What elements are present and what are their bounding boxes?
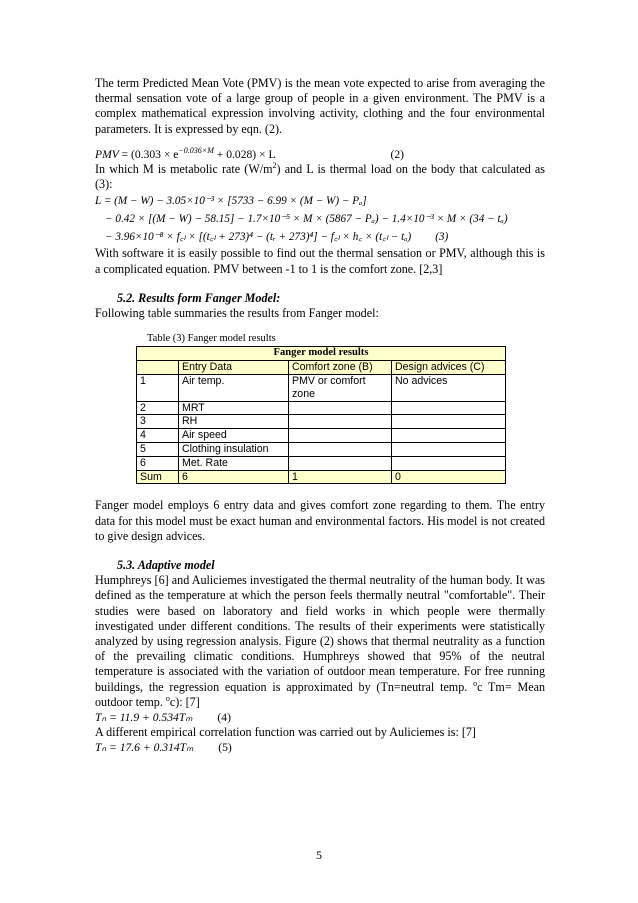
table-cell: RH bbox=[179, 415, 289, 429]
table-cell: Air speed bbox=[179, 429, 289, 443]
eq2-rhs-b: + 0.028) × L bbox=[213, 147, 276, 161]
fanger-results-table bbox=[136, 346, 506, 484]
table-cell: 1 bbox=[289, 470, 392, 484]
table-cell bbox=[392, 456, 506, 470]
where-text-a: In which M is metabolic rate (W/m bbox=[95, 162, 273, 177]
table-cell bbox=[289, 415, 392, 429]
table-cell: PMV or comfort zone bbox=[289, 375, 392, 402]
eq4-text: Tₙ = 11.9 + 0.534Tₘ bbox=[95, 711, 193, 725]
eq5-number: (5) bbox=[218, 741, 232, 755]
section-5-2-title: 5.2. Results form Fanger Model: bbox=[117, 290, 281, 305]
table-row bbox=[137, 429, 506, 443]
table-cell bbox=[392, 415, 506, 429]
equation-3 bbox=[95, 192, 545, 246]
auliciemes-line: A different empirical correlation function was carried out by Auliciemes is: [7] bbox=[95, 725, 476, 740]
eq3-number: (3) bbox=[435, 231, 449, 244]
table-cell: Air temp. bbox=[179, 375, 289, 402]
table-cell: Met. Rate bbox=[179, 456, 289, 470]
table-header-row bbox=[137, 361, 506, 375]
eq3-line3: − 3.96×10⁻⁸ × f꜀ₗ × [(t꜀ₗ + 273)⁴ − (tᵣ + 273)⁴] − f꜀ₗ × h꜀ × (t꜀ₗ − tₐ) bbox=[105, 231, 412, 244]
table-cell bbox=[392, 401, 506, 415]
header-cell: Design advices (C) bbox=[392, 361, 506, 375]
table-cell: Sum bbox=[137, 470, 179, 484]
fanger-paragraph: Fanger model employs 6 entry data and gives comfort zone regarding to them. The entry data for this model must be exact human and environmental factors. His model is not created to give design advices. bbox=[95, 498, 545, 543]
table-cell: 6 bbox=[137, 456, 179, 470]
eq3-line2: − 0.42 × [(M − W) − 58.15] − 1.7×10⁻⁵ × M × (5867 − Pₐ) − 1.4×10⁻³ × M × (34 − tₐ) bbox=[105, 213, 508, 226]
table-cell: 1 bbox=[137, 375, 179, 402]
eq4-number: (4) bbox=[217, 711, 231, 725]
table-row bbox=[137, 456, 506, 470]
table-cell: 0 bbox=[392, 470, 506, 484]
equation-4 bbox=[95, 710, 545, 725]
adaptive-text-a: Humphreys [6] and Auliciemes investigated the thermal neutrality of the human body. It was defined as the temperature at which the person feels thermally neutral "comfortable". Their studies were based on laboratory and field works in which people were thermally investigated under different conditions. The results of their experiments were statistically analyzed by using regression analysis. Figure (2) shows that thermal neutrality as a function of the prevailing climatic conditions. Humphreys showed that 95% of the neutral temperature is associated with the variation of outdoor mean temperature. For free running buildings, the regression equation is approximated by (Tn=neutral temp. bbox=[95, 573, 545, 694]
eq5-text: Tₙ = 17.6 + 0.314Tₘ bbox=[95, 741, 194, 755]
equation-5 bbox=[95, 740, 545, 755]
section-5-2-intro: Following table summaries the results from Fanger model: bbox=[95, 306, 379, 321]
table-row bbox=[137, 443, 506, 457]
header-cell bbox=[137, 361, 179, 375]
eq2-lhs: PMV bbox=[95, 147, 119, 161]
where-text-b: ) and L is thermal load on the body that calculated as (3): bbox=[95, 162, 545, 192]
eq3-line1: L = (M − W) − 3.05×10⁻³ × [5733 − 6.99 × (M − W) − Pₐ] bbox=[95, 195, 367, 208]
table-caption: Table (3) Fanger model results bbox=[147, 333, 276, 345]
table-row bbox=[137, 375, 506, 402]
where-sup: 2 bbox=[272, 160, 277, 170]
table-cell bbox=[289, 429, 392, 443]
table-cell: 6 bbox=[179, 470, 289, 484]
table-cell: 2 bbox=[137, 401, 179, 415]
degree-sup: o bbox=[165, 693, 170, 703]
adaptive-text-end: c): [7] bbox=[169, 694, 200, 709]
table-cell bbox=[289, 443, 392, 457]
degree-sup: o bbox=[473, 678, 478, 688]
section-5-3-title: 5.3. Adaptive model bbox=[117, 558, 215, 573]
table-cell bbox=[392, 429, 506, 443]
table-cell: Clothing insulation bbox=[179, 443, 289, 457]
table-sum-row bbox=[137, 470, 506, 484]
adaptive-text-mid: c Tm= Mean outdoor temp. bbox=[95, 679, 545, 709]
software-paragraph: With software it is easily possible to find out the thermal sensation or PMV, although this is a complicated equation. PMV between -1 to 1 is the comfort zone. [2,3] bbox=[95, 246, 545, 276]
table-cell bbox=[289, 456, 392, 470]
table-title: Fanger model results bbox=[137, 347, 506, 361]
eq2-number: (2) bbox=[390, 147, 405, 161]
header-cell: Comfort zone (B) bbox=[289, 361, 392, 375]
table-cell: 4 bbox=[137, 429, 179, 443]
equation-2 bbox=[95, 147, 545, 162]
adaptive-paragraph bbox=[95, 573, 545, 710]
eq2-exponent: −0.036×M bbox=[178, 145, 214, 155]
document-body bbox=[95, 76, 545, 756]
table-cell: 3 bbox=[137, 415, 179, 429]
eq3-line3-wrap bbox=[95, 228, 545, 246]
table-row bbox=[137, 415, 506, 429]
table-row bbox=[137, 401, 506, 415]
header-cell: Entry Data bbox=[179, 361, 289, 375]
page-number: 5 bbox=[316, 848, 322, 862]
table-cell bbox=[392, 443, 506, 457]
eq2-rhs-a: = (0.303 × e bbox=[121, 147, 179, 161]
table-cell: No advices bbox=[392, 375, 506, 402]
table-cell: 5 bbox=[137, 443, 179, 457]
where-paragraph bbox=[95, 162, 545, 192]
table-cell bbox=[289, 401, 392, 415]
intro-paragraph: The term Predicted Mean Vote (PMV) is the mean vote expected to arise from averaging the thermal sensation vote of a large group of people in a given environment. The PMV is a complex mathematical expression involving activity, clothing and the four environmental parameters. It is expressed by eqn. (2). bbox=[95, 76, 545, 136]
table-cell: MRT bbox=[179, 401, 289, 415]
